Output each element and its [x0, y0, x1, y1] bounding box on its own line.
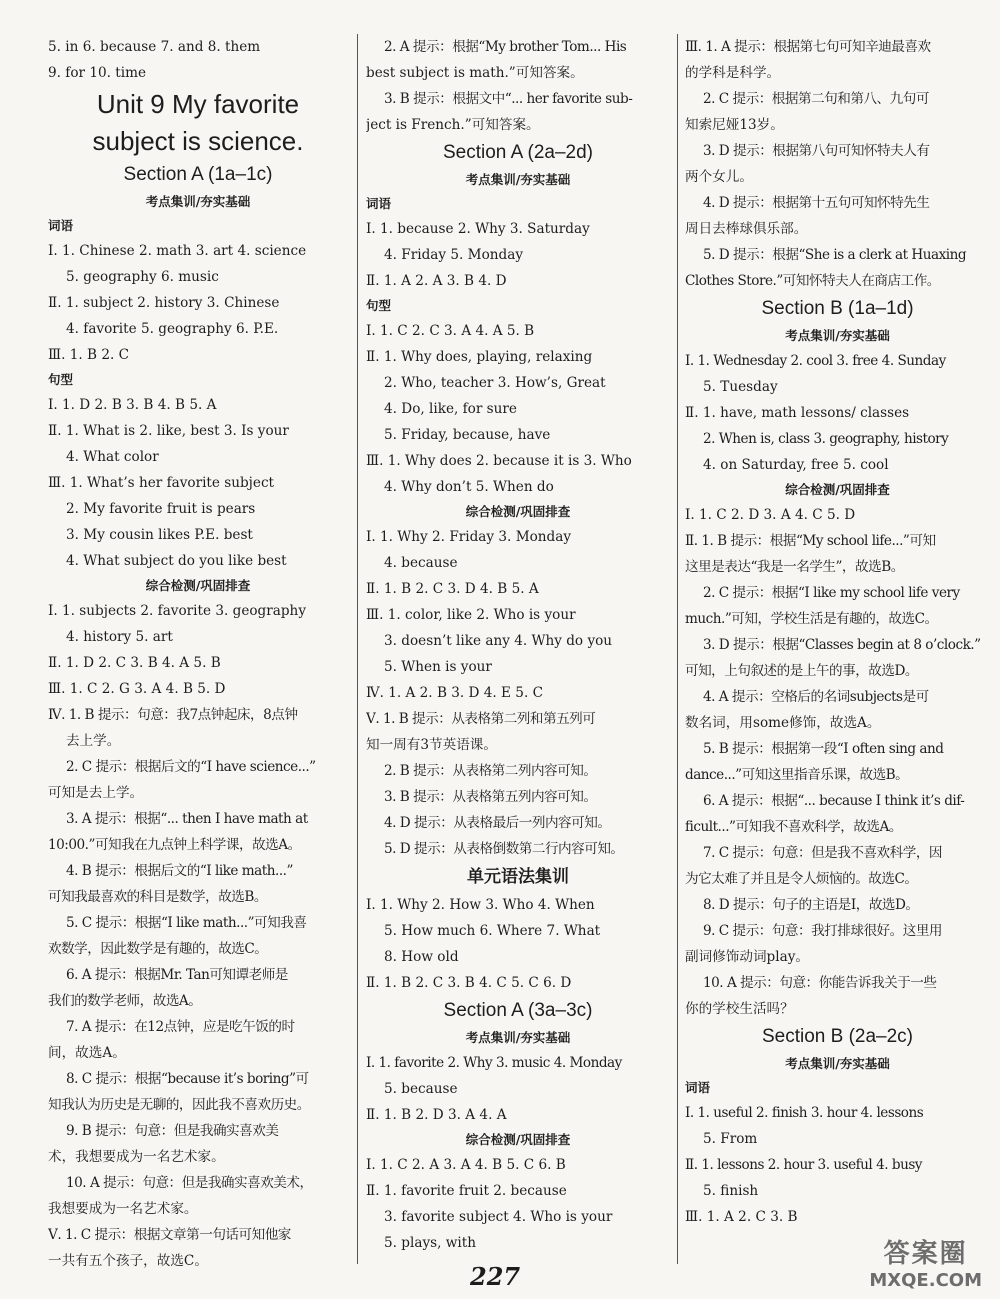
answer-line: 5. geography 6. music	[66, 269, 219, 285]
answer-line: Ⅰ. 1. useful 2. finish 3. hour 4. lessons	[685, 1105, 924, 1121]
answer-line: 2. C 提示：根据“I like my school life very	[703, 585, 960, 601]
answer-line: 我想要成为一名艺术家。	[48, 1201, 198, 1217]
answer-line: Ⅲ. 1. Why does 2. because it is 3. Who	[366, 453, 632, 469]
answer-line: 5. B 提示：根据第一段“I often sing and	[703, 741, 944, 757]
answer-line: 3. D 提示：根据第八句可知怀特夫人有	[703, 143, 930, 159]
answer-line: 7. C 提示：句意：但是我不喜欢科学，因	[703, 845, 943, 861]
answer-line: 4. B 提示：根据后文的“I like math...”	[66, 863, 293, 879]
answer-line: 3. B 提示：从表格第五列内容可知。	[384, 789, 597, 805]
answer-line: 一共有五个孩子，故选C。	[48, 1253, 208, 1269]
answer-line: Ⅰ. 1. favorite 2. Why 3. music 4. Monday	[366, 1055, 622, 1071]
answer-line: Ⅴ. 1. C 提示：根据文章第一句话可知他家	[48, 1227, 291, 1243]
column-divider-1	[357, 34, 358, 1264]
unit-title: Unit 9 My favorite	[96, 89, 300, 119]
page-number: 227	[470, 1262, 521, 1291]
category-label: 句型	[366, 298, 392, 313]
answer-line: 2. C 提示：根据第二句和第八、九句可	[703, 91, 929, 107]
answer-line: 9. for 10. time	[48, 65, 147, 81]
answer-line: Ⅰ. 1. because 2. Why 3. Saturday	[366, 221, 590, 237]
answer-line: Ⅰ. 1. C 2. C 3. A 4. A 5. B	[366, 323, 535, 339]
answer-line: 10:00.”可知我在九点钟上科学课，故选A。	[48, 837, 301, 853]
answer-line: 5. Tuesday	[703, 379, 778, 395]
subsection-heading: 考点集训/夯实基础	[785, 1056, 890, 1071]
answer-line: 3. D 提示：根据“Classes begin at 8 o’clock.”	[703, 637, 981, 653]
answer-line: 你的学校生活吗？	[685, 1001, 794, 1017]
answer-line: 8. How old	[384, 949, 459, 965]
answer-line: Ⅲ. 1. What’s her favorite subject	[48, 475, 275, 491]
answer-line: 3. favorite subject 4. Who is your	[384, 1209, 613, 1225]
answer-line: 知我认为历史是无聊的，因此我不喜欢历史。	[48, 1097, 310, 1113]
answer-line: 6. A 提示：根据Mr. Tan可知谭老师是	[66, 967, 288, 983]
column-middle	[366, 34, 670, 1256]
subsection-heading: 考点集训/夯实基础	[145, 194, 251, 209]
answer-line: 4. Do, like, for sure	[384, 401, 517, 417]
answer-line: 5. When is your	[384, 659, 492, 675]
section-heading: Section A (1a–1c)	[123, 164, 273, 185]
answer-line: 4. D 提示：根据第十五句可知怀特先生	[703, 195, 930, 211]
watermark-url: MXQE.COM	[869, 1270, 982, 1291]
answer-line: 4. Friday 5. Monday	[384, 247, 524, 263]
answer-line: Ⅰ. 1. D 2. B 3. B 4. B 5. A	[48, 397, 217, 413]
answer-line: Ⅱ. 1. What is 2. like, best 3. Is your	[48, 423, 289, 439]
answer-line: best subject is math.”可知答案。	[366, 65, 584, 81]
answer-line: 4. What color	[66, 449, 159, 465]
column-left	[48, 34, 348, 1274]
answer-line: 数名词，用some修饰，故选A。	[685, 715, 881, 731]
category-label: 词语	[48, 218, 74, 233]
category-label: 句型	[48, 372, 74, 387]
answer-line: Ⅲ. 1. C 2. G 3. A 4. B 5. D	[48, 681, 226, 697]
subsection-heading: 综合检测/巩固排查	[465, 504, 571, 519]
answer-line: 3. My cousin likes P.E. best	[66, 527, 253, 543]
answer-line: 5. How much 6. Where 7. What	[384, 923, 601, 939]
answer-line: Ⅱ. 1. B 2. C 3. B 4. C 5. C 6. D	[366, 975, 572, 991]
answer-line: Ⅰ. 1. Wednesday 2. cool 3. free 4. Sunday	[685, 353, 946, 369]
section-heading: Section A (3a–3c)	[443, 1000, 593, 1021]
answer-line: 7. A 提示：在12点钟，应是吃午饭的时	[66, 1019, 295, 1035]
answer-line: 9. C 提示：句意：我打排球很好。这里用	[703, 923, 943, 939]
answer-line: 5. C 提示：根据“I like math...”可知我喜	[66, 915, 307, 931]
grammar-heading: 单元语法集训	[467, 867, 569, 887]
answer-line: 2. When is, class 3. geography, history	[703, 431, 949, 447]
answer-line: Ⅱ. 1. D 2. C 3. B 4. A 5. B	[48, 655, 221, 671]
answer-line: Ⅱ. 1. favorite fruit 2. because	[366, 1183, 567, 1199]
answer-line: Ⅱ. 1. subject 2. history 3. Chinese	[48, 295, 280, 311]
answer-line: 可知，上句叙述的是上午的事，故选D。	[685, 663, 918, 679]
answer-line: much.”可知，学校生活是有趣的，故选C。	[685, 611, 938, 627]
answer-line: 6. A 提示：根据“... because I think it’s dif-	[703, 793, 965, 809]
answer-line: 9. B 提示：句意：但是我确实喜欢美	[66, 1123, 279, 1139]
watermark-logo	[869, 1233, 982, 1291]
answer-line: 这里是表达“我是一名学生”，故选B。	[685, 559, 904, 575]
watermark-text: 答案圈	[883, 1239, 968, 1269]
answer-line: 4. favorite 5. geography 6. P.E.	[66, 321, 279, 337]
answer-line: 4. because	[384, 555, 458, 571]
answer-line: 5. in 6. because 7. and 8. them	[48, 39, 261, 55]
answer-line: Ⅲ. 1. A 提示：根据第七句可知辛迪最喜欢	[685, 39, 931, 55]
answer-line: 知索尼娅13岁。	[685, 117, 784, 133]
answer-line: 4. What subject do you like best	[66, 553, 287, 569]
answer-line: 4. on Saturday, free 5. cool	[703, 457, 889, 473]
unit-title: subject is science.	[92, 126, 304, 156]
answer-line: Ⅱ. 1. B 2. C 3. D 4. B 5. A	[366, 581, 539, 597]
answer-line: Ⅰ. 1. C 2. A 3. A 4. B 5. C 6. B	[366, 1157, 566, 1173]
answer-line: 2. A 提示：根据“My brother Tom... His	[384, 39, 627, 55]
subsection-heading: 综合检测/巩固排查	[785, 482, 890, 497]
answer-line: Ⅴ. 1. B 提示：从表格第二列和第五列可	[366, 711, 596, 727]
answer-line: Ⅲ. 1. B 2. C	[48, 347, 130, 363]
column-right	[685, 34, 990, 1230]
subsection-heading: 综合检测/巩固排查	[465, 1132, 571, 1147]
answer-line: dance...”可知这里指音乐课，故选B。	[685, 767, 909, 783]
answer-line: 3. B 提示：根据文中“... her favorite sub-	[384, 91, 633, 107]
answer-line: Ⅳ. 1. A 2. B 3. D 4. E 5. C	[366, 685, 543, 701]
answer-line: 3. doesn’t like any 4. Why do you	[384, 633, 613, 649]
answer-line: 5. D 提示：从表格倒数第二行内容可知。	[384, 841, 624, 857]
answer-line: Ⅰ. 1. subjects 2. favorite 3. geography	[48, 603, 306, 619]
answer-line: 5. because	[384, 1081, 458, 1097]
category-label: 词语	[366, 196, 392, 211]
answer-line: 为它太难了并且是令人烦恼的。故选C。	[685, 871, 918, 887]
answer-line: 5. D 提示：根据“She is a clerk at Huaxing	[703, 247, 967, 263]
category-label: 词语	[685, 1080, 711, 1095]
answer-line: Clothes Store.”可知怀特夫人在商店工作。	[685, 273, 940, 289]
answer-line: Ⅱ. 1. A 2. A 3. B 4. D	[366, 273, 507, 289]
answer-line: 8. C 提示：根据“because it’s boring”可	[66, 1071, 309, 1087]
answer-line: 可知是去上学。	[48, 785, 144, 801]
subsection-heading: 考点集训/夯实基础	[465, 1030, 571, 1045]
answer-line: 5. From	[703, 1131, 758, 1147]
answer-line: Ⅱ. 1. have, math lessons/ classes	[685, 405, 910, 421]
answer-line: 2. Who, teacher 3. How’s, Great	[384, 375, 606, 391]
answer-line: 知一周有3节英语课。	[366, 737, 497, 753]
answer-line: Ⅱ. 1. B 提示：根据“My school life...”可知	[685, 533, 936, 549]
answer-line: Ⅰ. 1. Why 2. How 3. Who 4. When	[366, 897, 595, 913]
answer-line: 4. Why don’t 5. When do	[384, 479, 554, 495]
answer-line: Ⅱ. 1. B 2. D 3. A 4. A	[366, 1107, 507, 1123]
answer-line: 5. finish	[703, 1183, 759, 1199]
answer-line: 5. plays, with	[384, 1235, 476, 1251]
answer-line: 副词修饰动词play。	[685, 949, 809, 965]
answer-line: 去上学。	[66, 733, 121, 749]
subsection-heading: 考点集训/夯实基础	[785, 328, 890, 343]
answer-line: 2. C 提示：根据后文的“I have science...”	[66, 759, 316, 775]
answer-line: 2. My favorite fruit is pears	[66, 501, 256, 517]
answer-line: 10. A 提示：句意：但是我确实喜欢美术，	[66, 1175, 313, 1191]
answer-line: 两个女儿。	[685, 169, 753, 185]
answer-line: ficult...”可知我不喜欢科学，故选A。	[685, 819, 902, 835]
answer-line: 4. A 提示：空格后的名词subjects是可	[703, 689, 929, 705]
answer-line: Ⅲ. 1. color, like 2. Who is your	[366, 607, 576, 623]
answer-line: 的学科是科学。	[685, 65, 781, 81]
answer-line: 欢数学，因此数学是有趣的，故选C。	[48, 941, 268, 957]
answer-line: 4. D 提示：从表格最后一列内容可知。	[384, 815, 611, 831]
subsection-heading: 综合检测/巩固排查	[145, 578, 251, 593]
answer-line: 10. A 提示：句意：你能告诉我关于一些	[703, 975, 937, 991]
answer-line: 3. A 提示：根据“... then I have math at	[66, 811, 308, 827]
answer-line: Ⅰ. 1. Why 2. Friday 3. Monday	[366, 529, 572, 545]
answer-line: 8. D 提示：句子的主语是I，故选D。	[703, 897, 919, 913]
answer-line: Ⅰ. 1. C 2. D 3. A 4. C 5. D	[685, 507, 856, 523]
answer-line: ject is French.”可知答案。	[366, 117, 540, 133]
answer-line: 4. history 5. art	[66, 629, 173, 645]
column-divider-2	[677, 34, 678, 1264]
answer-line: Ⅱ. 1. lessons 2. hour 3. useful 4. busy	[685, 1157, 922, 1173]
answer-line: Ⅲ. 1. A 2. C 3. B	[685, 1209, 798, 1225]
answer-line: 周日去棒球俱乐部。	[685, 221, 808, 237]
section-heading: Section A (2a–2d)	[443, 142, 593, 163]
answer-line: Ⅱ. 1. Why does, playing, relaxing	[366, 349, 593, 365]
answer-line: 我们的数学老师，故选A。	[48, 993, 202, 1009]
answer-line: 2. B 提示：从表格第二列内容可知。	[384, 763, 597, 779]
answer-line: 术，我想要成为一名艺术家。	[48, 1149, 225, 1165]
section-heading: Section B (1a–1d)	[761, 298, 914, 319]
subsection-heading: 考点集训/夯实基础	[465, 172, 571, 187]
answer-line: Ⅰ. 1. Chinese 2. math 3. art 4. science	[48, 243, 307, 259]
section-heading: Section B (2a–2c)	[761, 1026, 914, 1047]
answer-line: 可知我最喜欢的科目是数学，故选B。	[48, 889, 267, 905]
answer-line: Ⅳ. 1. B 提示：句意：我7点钟起床，8点钟	[48, 707, 298, 723]
answer-line: 5. Friday, because, have	[384, 427, 551, 443]
answer-line: 间，故选A。	[48, 1045, 126, 1061]
